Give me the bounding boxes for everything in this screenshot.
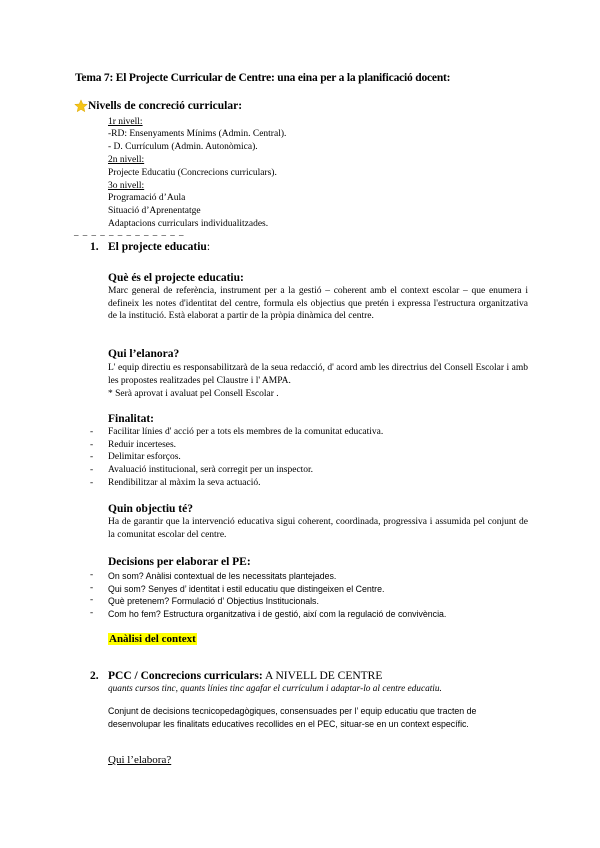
objectiu-heading: Quin objectiu té?: [108, 503, 193, 515]
section1-title: [108, 241, 210, 253]
finalitat-item: Avaluació institucional, serà corregit per un inspector.: [108, 465, 314, 475]
bullet-dash: -: [90, 427, 94, 437]
section2-qui-heading: Qui l’elabora?: [108, 754, 172, 766]
qui-text: L' equip directiu es responsabilitzarà de la seua redacció, d' acord amb les directrius del Consell Escolar i amb les propostes realitzades pel Claustre i l' AMPA.: [108, 363, 528, 386]
objectiu-text: Ha de garantir que la intervenció educativa sigui coherent, coordinada, progressiva i assumida pel conjunt de la comunitat escolar del centre.: [108, 517, 528, 540]
level3-item: Situació d’Aprenentatge: [108, 206, 201, 216]
level3-label: 3o nivell:: [108, 181, 145, 191]
level3-item: Adaptacions curriculars individualitzades.: [108, 219, 269, 229]
section1-number: 1.: [90, 241, 99, 253]
bullet-dash: -: [90, 440, 94, 450]
level2-item: Projecte Educatiu (Concrecions curriculars).: [108, 168, 277, 178]
finalitat-item: Delimitar esforços.: [108, 452, 181, 462]
nivells-heading: Nivells de concreció curricular:: [88, 100, 243, 112]
document-title: Tema 7: El Projecte Curricular de Centre: una eina per a la planificació docent:: [75, 72, 451, 84]
finalitat-item: Rendibilitzar al màxim la seva actuació.: [108, 478, 261, 488]
finalitat-heading: Finalitat:: [108, 413, 154, 425]
highlight-marker: Anàlisi del context: [109, 633, 196, 645]
decision-item: Què pretenem? Formulació d’ Objectius Institucionals.: [108, 596, 319, 606]
bullet-dash: -: [90, 570, 94, 580]
level1-label: 1r nivell:: [108, 117, 143, 127]
highlighted-text: [108, 629, 197, 647]
bullet-dash: -: [90, 608, 94, 618]
section1-title-suffix: :: [206, 241, 211, 253]
qui-heading: Qui l’elanora?: [108, 348, 180, 360]
bullet-dash: -: [90, 452, 94, 462]
level1-item: -RD: Ensenyaments Mínims (Admin. Central).: [108, 129, 287, 139]
decision-item: Com ho fem? Estructura organitzativa i de gestió, així com la regulació de convivència.: [108, 609, 447, 619]
section2-subtitle: quants cursos tinc, quants línies tinc agafar el currículum i adaptar-lo al centre educatiu.: [108, 684, 442, 694]
section1-title-text: El projecte educatiu: [108, 241, 207, 253]
qui-note: * Serà aprovat i avaluat pel Consell Escolar .: [108, 389, 279, 399]
section2-text: Conjunt de decisions tecnicopedagògiques, consensuades per l’ equip educatiu que tracten de desenvolupar les finalitats educatives recollides en el PEC, situar-se en un context específic.: [108, 706, 477, 729]
level3-item: Programació d’Aula: [108, 193, 186, 203]
bullet-dash: -: [90, 465, 94, 475]
section2-title-text: PCC / Concrecions curriculars:: [108, 670, 263, 682]
decision-item: On som? Anàlisi contextual de les necessitats plantejades.: [108, 571, 337, 581]
que-text: Marc general de referència, instrument per a la gestió – coherent amb el context escolar – que enumera i defineix les notes d'identitat del centre, formula els objectius que pretén i expressa l'estructura organitzativa de la institució. Està elaborat a partir de la pròpia dinàmica del centre.: [108, 286, 528, 321]
decision-item: Qui som? Senyes d’ identitat i estil educatiu que distingeixen el Centre.: [108, 584, 385, 594]
decisions-heading: Decisions per elaborar el PE:: [108, 556, 251, 568]
bullet-dash: -: [90, 595, 94, 605]
finalitat-item: Reduir incerteses.: [108, 440, 177, 450]
star-icon: [74, 99, 88, 113]
level1-item: - D. Currículum (Admin. Autonòmica).: [108, 142, 258, 152]
section2-title-tail: A NIVELL DE CENTRE: [262, 670, 383, 682]
section2-title: [108, 670, 382, 682]
que-heading: Què és el projecte educatiu:: [108, 272, 244, 284]
bullet-dash: -: [90, 478, 94, 488]
finalitat-item: Facilitar línies d' acció per a tots els membres de la comunitat educativa.: [108, 427, 384, 437]
section2-number: 2.: [90, 670, 99, 682]
separator-line: – – – – – – – – – – – – –: [74, 230, 185, 240]
bullet-dash: -: [90, 583, 94, 593]
level2-label: 2n nivell:: [108, 155, 145, 165]
